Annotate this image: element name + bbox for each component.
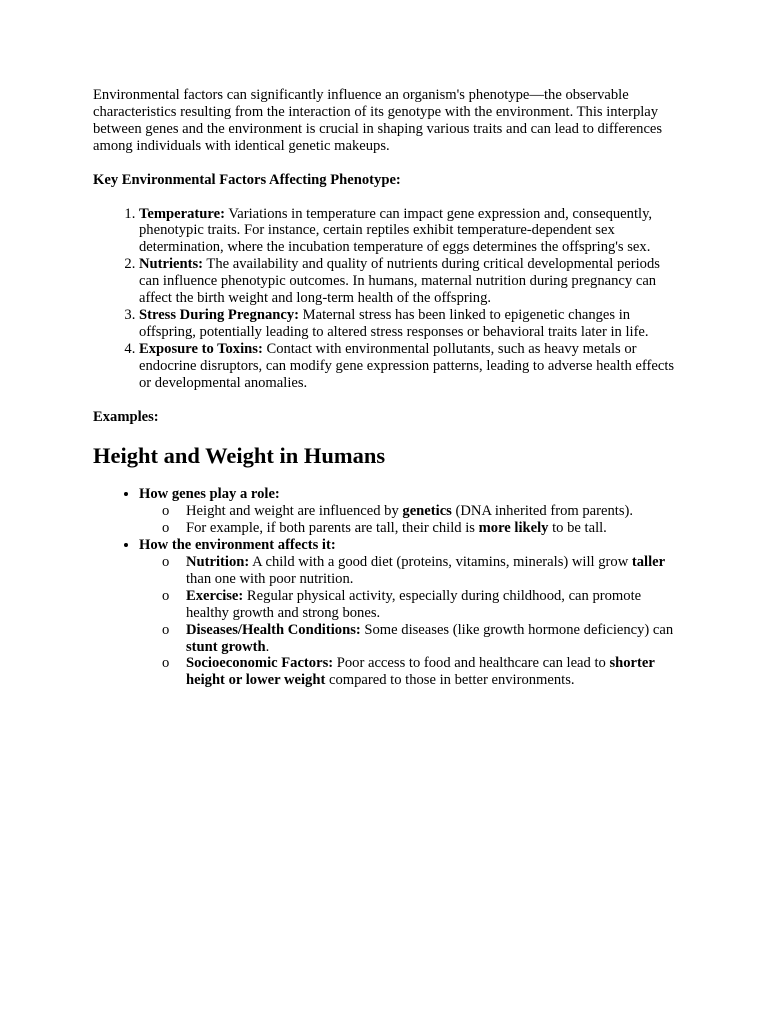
factors-list (93, 206, 678, 392)
factor-title: Nutrients: (139, 256, 204, 273)
sub-item-text: For example, if both parents are tall, their child is (186, 520, 479, 537)
sub-item-emphasis: taller (631, 554, 666, 571)
sub-item-text: than one with poor nutrition. (186, 570, 354, 587)
sub-item-text: compared to those in better environments. (325, 672, 575, 689)
sub-list-item (162, 621, 678, 656)
sub-list-item (162, 520, 678, 537)
sub-item-text: A child with a good diet (proteins, vitamins, minerals) will grow (249, 554, 632, 571)
sub-list-item (162, 655, 678, 689)
sub-item-title: Diseases/Health Conditions: (186, 621, 361, 638)
sub-item-text: Poor access to food and healthcare can lead to (333, 655, 610, 672)
examples-list (93, 486, 678, 689)
factor-title: Exposure to Toxins: (139, 340, 263, 357)
section-title: Height and Weight in Humans (93, 443, 386, 469)
intro-paragraph: Environmental factors can significantly influence an organism's phenotype—the observable characteristics resulting from the interaction of its genotype with the environment. This interplay between genes and the environment is crucial in shaping various traits and can lead to differences among individuals with identical genetic makeups. (93, 87, 663, 154)
sub-list-item (162, 503, 678, 520)
factor-title: Temperature: (139, 205, 225, 222)
sub-item-emphasis: shorter height or lower weight (186, 655, 655, 689)
factor-item-stress (139, 307, 678, 341)
sub-item-emphasis: stunt growth (186, 638, 266, 655)
sub-item-emphasis: more likely (478, 520, 549, 537)
list-item-label: How the environment affects it: (139, 537, 336, 554)
document-body (93, 87, 678, 689)
sub-list-item (162, 554, 678, 588)
sub-bullet-marker: o (162, 554, 170, 571)
list-item-genes (139, 486, 678, 537)
examples-label: Examples: (93, 408, 159, 425)
sub-bullet-marker: o (162, 621, 170, 638)
sub-item-text: to be tall. (548, 520, 607, 537)
factor-title: Stress During Pregnancy: (139, 306, 299, 323)
sub-item-text: Height and weight are influenced by (186, 503, 403, 520)
sub-item-text: . (265, 638, 270, 655)
sub-item-text: (DNA inherited from parents). (451, 503, 634, 520)
sub-bullet-marker: o (162, 520, 170, 537)
sub-list-item (162, 587, 678, 622)
sub-item-title: Socioeconomic Factors: (186, 655, 334, 672)
sub-item-title: Exercise: (186, 587, 244, 604)
sub-bullet-marker: o (162, 503, 170, 520)
factor-text: Variations in temperature can impact gene expression and, consequently, phenotypic traits. For instance, certain reptiles exhibit temperature-dependent sex determination, where the incubation temperature of eggs determines the offspring's sex. (139, 205, 653, 256)
factor-text: The availability and quality of nutrients during critical developmental periods can influence phenotypic outcomes. In humans, maternal nutrition during pregnancy can affect the birth weight and long-term health of the offspring. (139, 256, 660, 307)
factor-text: Contact with environmental pollutants, such as heavy metals or endocrine disruptors, can modify gene expression patterns, leading to adverse health effects or developmental anomalies. (139, 340, 675, 391)
sub-item-text: Some diseases (like growth hormone deficiency) can (360, 621, 674, 638)
list-item-environment (139, 537, 678, 689)
genes-sublist (139, 503, 678, 537)
sub-item-title: Nutrition: (186, 554, 250, 571)
environment-sublist (139, 554, 678, 689)
sub-bullet-marker: o (162, 587, 170, 604)
factor-item-temperature (139, 206, 678, 257)
key-factors-heading: Key Environmental Factors Affecting Phenotype: (93, 171, 401, 188)
list-item-label: How genes play a role: (139, 486, 280, 503)
sub-item-text: Regular physical activity, especially during childhood, can promote healthy growth and strong bones. (186, 587, 642, 621)
sub-item-emphasis: genetics (402, 503, 452, 520)
factor-item-toxins (139, 341, 678, 392)
factor-item-nutrients (139, 256, 678, 307)
sub-bullet-marker: o (162, 655, 170, 672)
factor-text: Maternal stress has been linked to epigenetic changes in offspring, potentially leading to altered stress responses or behavioral traits later in life. (139, 306, 649, 340)
